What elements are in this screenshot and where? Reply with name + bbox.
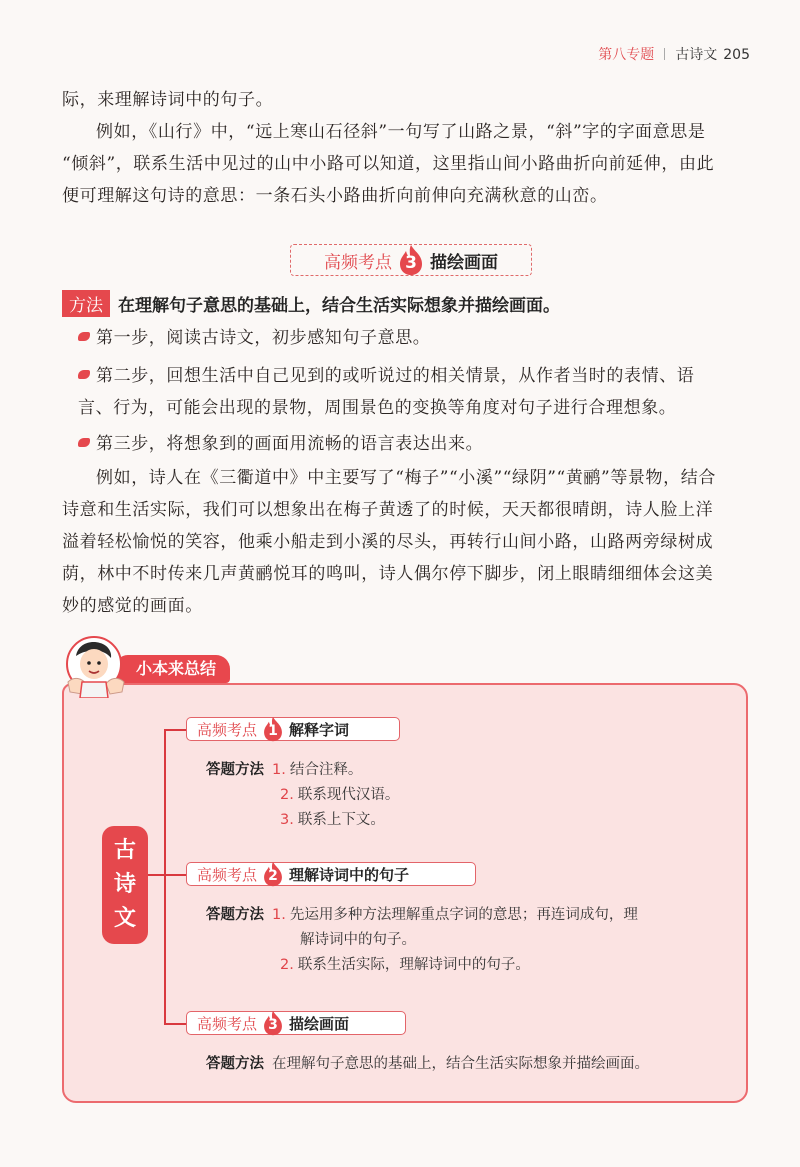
kp-number: 1 bbox=[268, 723, 278, 739]
intro-line: 际，来理解诗词中的句子。 bbox=[62, 90, 274, 110]
point-label: 高频考点 bbox=[324, 252, 392, 273]
example-2-line: 例如，诗人在《三衢道中》中主要写了“梅子”“小溪”“绿阴”“黄鹂”等景物，结合 bbox=[96, 468, 716, 488]
flame-number-icon bbox=[398, 244, 424, 276]
example-1-line: 便可理解这句诗的意思：一条石头小路曲折向前伸向充满秋意的山峦。 bbox=[62, 186, 608, 206]
kp-1-answer bbox=[206, 758, 399, 833]
kp-3-box bbox=[186, 1011, 406, 1035]
kp-title: 理解诗词中的句子 bbox=[289, 865, 410, 884]
example-2-line: 妙的感觉的画面。 bbox=[62, 596, 203, 616]
method-line bbox=[62, 290, 560, 317]
tree-branch bbox=[164, 1023, 188, 1025]
step-item bbox=[78, 428, 752, 460]
root-char: 文 bbox=[113, 906, 136, 931]
example-2-line: 溢着轻松愉悦的笑容，他乘小船走到小溪的尽头，再转行山间小路，山路两旁绿树成 bbox=[62, 532, 714, 552]
method-tag: 方法 bbox=[62, 290, 110, 317]
kp-2-box bbox=[186, 862, 476, 886]
item-number: 2. bbox=[280, 787, 294, 803]
point-number: 3 bbox=[405, 252, 417, 273]
summary-root bbox=[102, 826, 148, 944]
tree-trunk bbox=[164, 730, 166, 1024]
tree-branch bbox=[148, 874, 188, 876]
method-text: 在理解句子意思的基础上，结合生活实际想象并描绘画面。 bbox=[118, 296, 560, 316]
example-1-line: 例如，《山行》中，“远上寒山石径斜”一句写了山路之景，“斜”字的字面意思是 bbox=[96, 122, 706, 142]
kp-label: 高频考点 bbox=[197, 1014, 258, 1033]
page-header bbox=[598, 44, 750, 64]
example-1-line: “倾斜”，联系生活中见过的山中小路可以知道，这里指山间小路曲折向前延伸，由此 bbox=[62, 154, 715, 174]
kp-label: 高频考点 bbox=[197, 865, 258, 884]
item-text: 联系生活实际，理解诗词中的句子。 bbox=[297, 957, 530, 973]
kp-3-answer bbox=[206, 1052, 649, 1077]
item-text: 先运用多种方法理解重点字词的意思；再连词成句，理 bbox=[289, 907, 638, 923]
step-text: 第二步，回想生活中自己见到的或听说过的相关情景，从作者当时的表情、语 bbox=[96, 366, 695, 386]
step-item-continued: 言、行为，可能会出现的景物，周围景色的变换等角度对句子进行合理想象。 bbox=[78, 398, 677, 418]
flame-number-icon bbox=[262, 1010, 284, 1036]
point-3-banner bbox=[290, 244, 532, 276]
flame-number-icon bbox=[262, 861, 284, 887]
kp-title: 解释字词 bbox=[289, 720, 350, 739]
mascot-avatar-icon bbox=[60, 636, 132, 698]
root-char: 古 bbox=[113, 838, 136, 863]
section-label: 第八专题 bbox=[598, 47, 655, 63]
answer-label: 答题方法 bbox=[206, 907, 264, 923]
bullet-icon bbox=[78, 370, 90, 379]
item-text: 联系现代汉语。 bbox=[297, 787, 400, 803]
example-1 bbox=[62, 116, 752, 148]
bullet-icon bbox=[78, 332, 90, 341]
kp-1-box bbox=[186, 717, 400, 741]
example-2-line: 荫，林中不时传来几声黄鹂悦耳的鸣叫，诗人偶尔停下脚步，闭上眼睛细细体会这美 bbox=[62, 564, 714, 584]
item-number: 1. bbox=[272, 907, 286, 923]
header-divider bbox=[664, 48, 665, 60]
root-char: 诗 bbox=[113, 872, 136, 897]
flame-number-icon bbox=[262, 716, 284, 742]
example-2-line: 诗意和生活实际，我们可以想象出在梅子黄透了的时候，天天都很晴朗，诗人脸上洋 bbox=[62, 500, 714, 520]
point-title: 描绘画面 bbox=[430, 252, 498, 273]
kp-number: 3 bbox=[268, 1017, 278, 1033]
item-text: 联系上下文。 bbox=[297, 812, 385, 828]
step-item bbox=[78, 322, 752, 354]
kp-number: 2 bbox=[268, 868, 278, 884]
answer-label: 答题方法 bbox=[206, 762, 264, 778]
item-number: 1. bbox=[272, 762, 286, 778]
kp-2-answer bbox=[206, 903, 638, 978]
item-text-continued: 解诗词中的句子。 bbox=[300, 932, 416, 948]
subject-label: 古诗文 bbox=[675, 47, 718, 63]
tree-branch bbox=[164, 729, 188, 731]
page-number: 205 bbox=[723, 47, 750, 63]
kp-title: 描绘画面 bbox=[289, 1014, 350, 1033]
kp-label: 高频考点 bbox=[197, 720, 258, 739]
item-text: 在理解句子意思的基础上，结合生活实际想象并描绘画面。 bbox=[272, 1056, 649, 1072]
step-item bbox=[78, 360, 752, 392]
bullet-icon bbox=[78, 438, 90, 447]
step-text: 第一步，阅读古诗文，初步感知句子意思。 bbox=[96, 328, 431, 348]
step-text: 第三步，将想象到的画面用流畅的语言表达出来。 bbox=[96, 434, 484, 454]
item-text: 结合注释。 bbox=[289, 762, 363, 778]
item-number: 2. bbox=[280, 957, 294, 973]
item-number: 3. bbox=[280, 812, 294, 828]
answer-label: 答题方法 bbox=[206, 1056, 264, 1072]
summary-tab: 小本来总结 bbox=[114, 655, 230, 683]
